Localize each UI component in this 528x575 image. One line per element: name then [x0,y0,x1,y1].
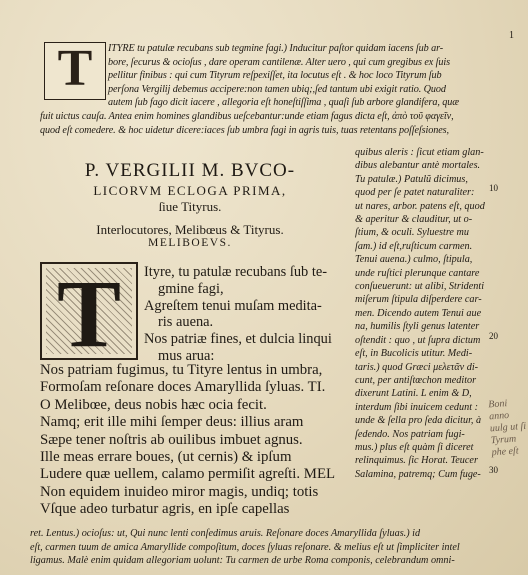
poem-body [40,362,350,519]
handwritten-marginalia: Boni anno uulg ut ſi Tyrum phe eſt [487,398,527,459]
poem-opening [144,264,354,365]
commentary-line: Salamina, patremq; Cum fuge- [355,468,481,480]
line-number: 10 [489,183,498,193]
intro-line: ITYRE tu patulæ recubans sub tegmine fagi.) Inducitur paſtor quidam iacens ſub ar- [108,43,444,54]
decorated-initial-small [44,42,106,100]
initial-letter: T [56,262,122,360]
verse-line: Sæpe tener noſtris ab ouilibus imbuet agnus. [40,431,303,448]
commentary-line: miſerum ſtipula diſperdere car- [355,294,482,306]
verse-line: Namq; erit ille mihi ſemper deus: illius aram [40,414,304,431]
verse-line: Formoſam reſonare doces Amaryllida ſyluas. TI. [40,379,326,396]
intro-line: quod eſt comedere. & hoc uidetur dicere:iaces ſub umbra fagi in agris tuis, tuas retentans poſſeſsiones, [40,124,449,136]
footnote-line: ligamus. Malè enim quidam allegoriam uolunt: Tu carmen de urbe Roma componis, celebrandum omni- [30,555,455,567]
verse-line: O Melibœe, deus nobis hæc ocia fecit. [40,396,267,413]
commentary-line: unde & ſella pro ſeda dicitur, à [355,415,482,427]
commentary-line: Tu patulæ.) Patulũ dicimus, [355,173,468,185]
line-number: 30 [489,465,498,475]
footnote-line: ret. Lentus.) ocioſus: ut, Qui nunc lenti conſedimus aruis. Reſonare doces Amaryllida ſyluas.) id [30,528,421,539]
commentary-line: oſtendit : quo , ut ſupra dictum [355,334,481,346]
commentary-line: eſt, in Bucolicis utitur. Medi- [355,348,473,360]
commentary-line: cunt, per antiſtœchon meditor [355,374,477,386]
eclogue-subtitle: ſiue Tityrus. [158,199,222,214]
eclogue-title: LICORVM ECLOGA PRIMA, [93,183,287,198]
initial-letter: T [57,40,93,97]
commentary-line: quibus aleris : ſicut etiam glan- [355,147,484,158]
verse-line: gmine fagi, [158,280,224,297]
verse-line: Agreſtem tenui muſam medita- [144,297,322,314]
commentary-line: ſedendo. Nos patriam fugi- [355,428,465,440]
commentary-line: mus.) plus eſt quàm ſi diceret [355,441,474,453]
page-number: 1 [509,30,514,41]
footnote-line: eſt, carmen tuum de amica Amaryllide compoſitum, doces ſyluas reſonare. & melius eſt ut ſimpliciter intel [30,541,460,553]
commentary-line: interdum ſibi inuicem cedunt : [355,401,478,413]
intro-line: perſona Vergilij debemus accipere:non tamen ubiq;,ſed tantum ubi exigit ratio. Quod [108,83,446,95]
work-title: P. VERGILII M. BVCO- [84,160,296,181]
introduction-text [40,42,495,137]
intro-line: pellitur finibus : qui cum Tityrum reſpexiſſet, ita locutus eſt . & hoc loco Tityrum ſub [108,70,442,82]
commentary-line: na, humilis ſtyli genus latenter [355,321,480,333]
interlocutors-heading: Interlocutores, Melibœus & Tityrus. [96,222,284,237]
verse-line: Ityre, tu patulæ recubans ſub te- [144,264,328,280]
commentary-line: ut nares, arbor. patens eſt, quod [355,200,485,212]
commentary-column [355,146,495,481]
verse-line: Ludere quæ uellem, calamo permiſit agreſti. MEL [40,466,336,483]
line-number: 20 [489,331,498,341]
commentary-line: quod per ſe patet naturaliter: [355,187,475,199]
commentary-line: taris.) quod Græci μελετᾶν di- [355,361,479,373]
commentary-line: ſtium, & oculi. Syluestre mu [355,227,469,239]
verse-line: Nos patriæ fines, et dulcia linqui [144,331,332,348]
verse-line: Nos patriam fugimus, tu Tityre lentus in umbra, [40,362,323,378]
commentary-line: Tenui auena.) culmo, ſtipula, [355,254,473,266]
commentary-line: ſam.) id eſt,ruſticum carmen. [355,240,473,252]
commentary-line: dibus alebantur antè mortales. [355,160,481,172]
intro-line: autem ſub fago dicit iacere , allegoria eſt honeſtiſſima , quaſi ſub arbore glandifera, quæ [108,97,459,109]
decorated-initial-large [40,262,138,360]
speaker-name: MELIBOEVS. [148,237,232,249]
verse-line: mus arua: [158,347,215,364]
footnote-commentary [30,527,500,568]
commentary-line: & aperitur & clauditur, ut o- [355,214,473,226]
commentary-line: men. Dicendo autem Tenui aue [355,307,482,319]
verse-line: ris auena. [158,314,214,331]
verse-line: Non equidem inuideo miror magis, undiq; totis [40,483,319,500]
commentary-line: unde ruſtici plerunque cantare [355,267,480,279]
commentary-line: dixerunt Latini. L enim & D, [355,388,472,400]
intro-line: fuit uictus cauſa. Antea enim homines glandibus ueſcebantur:unde etiam fagus dicta eſt, ἀπὸ τοῦ φαγεῖν, [40,110,454,122]
commentary-line: relinquimus. ſic Horat. Teucer [355,455,478,467]
verse-line: Vſque adeo turbatur agris, en ipſe capellas [40,501,290,518]
commentary-line: conſueuerunt: ut alibi, Stridenti [355,281,485,293]
verse-line: Ille meas errare boues, (ut cernis) & ipſum [40,449,292,466]
intro-line: bore, ſecurus & ocioſus , dare operam cantilenæ. Alter uero , qui cum gregibus ex ſuis [108,56,450,68]
